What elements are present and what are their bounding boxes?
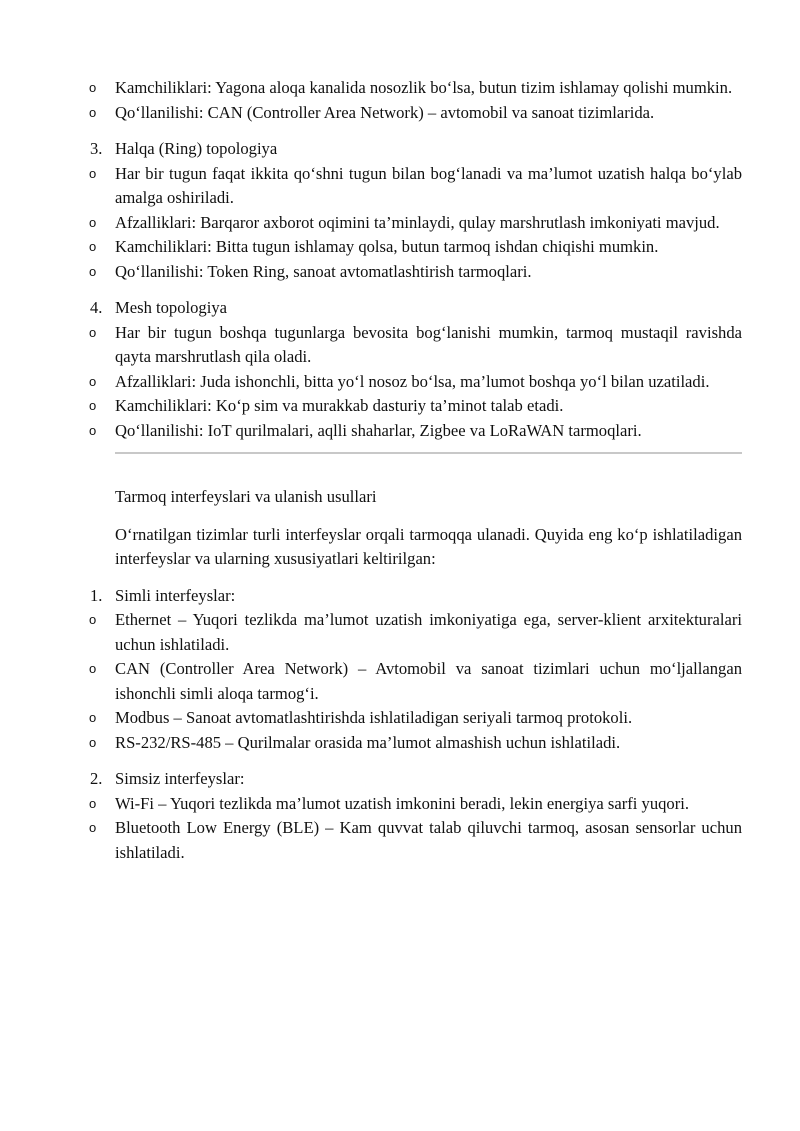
list-item: o Wi-Fi – Yuqori tezlikda ma’lumot uzatish imkonini beradi, lekin energiya sarfi yuqori. — [115, 792, 742, 817]
bus-topology-list — [115, 76, 742, 125]
interfaces-heading: Tarmoq interfeyslari va ulanish usullari — [115, 487, 377, 506]
list-item: o Kamchiliklari: Ko‘p sim va murakkab dasturiy ta’minot talab etadi. — [115, 394, 742, 419]
list-item: o Kamchiliklari: Yagona aloqa kanalida nosozlik bo‘lsa, butun tizim ishlamay qolishi mumkin. — [115, 76, 742, 101]
wireless-interfaces-heading — [90, 767, 742, 792]
section-title: Halqa (Ring) topologiya — [115, 139, 278, 158]
list-item: o Modbus – Sanoat avtomatlashtirishda ishlatiladigan seriyali tarmoq protokoli. — [115, 706, 742, 731]
list-item: o Qo‘llanilishi: IoT qurilmalari, aqlli shaharlar, Zigbee va LoRaWAN tarmoqlari. — [115, 419, 742, 444]
list-item: o Har bir tugun boshqa tugunlarga bevosita bog‘lanishi mumkin, tarmoq mustaqil ravishda qayta marshrutlash qila oladi. — [115, 321, 742, 370]
list-number: 2. — [90, 769, 103, 788]
list-item: o Qo‘llanilishi: Token Ring, sanoat avtomatlashtirish tarmoqlari. — [115, 260, 742, 285]
list-item: o CAN (Controller Area Network) – Avtomobil va sanoat tizimlari uchun mo‘ljallangan ishonchli simli aloqa tarmog‘i. — [115, 657, 742, 706]
list-item: o Bluetooth Low Energy (BLE) – Kam quvvat talab qiluvchi tarmoq, asosan sensorlar uchun ishlatiladi. — [115, 816, 742, 865]
section-title: Mesh topologiya — [115, 298, 227, 317]
interfaces-intro: O‘rnatilgan tizimlar turli interfeyslar orqali tarmoqqa ulanadi. Quyida eng ko‘p ishlatiladigan interfeyslar va ularning xususiyatlari keltirilgan: — [115, 524, 742, 568]
wired-interfaces-list — [115, 608, 742, 755]
list-item: o Qo‘llanilishi: CAN (Controller Area Network) – avtomobil va sanoat tizimlarida. — [115, 101, 742, 126]
list-item: o Ethernet – Yuqori tezlikda ma’lumot uzatish imkoniyatiga ega, server-klient arxitekturalari uchun ishlatiladi. — [115, 608, 742, 657]
ring-topology-heading — [90, 137, 742, 162]
list-item: o Kamchiliklari: Bitta tugun ishlamay qolsa, butun tarmoq ishdan chiqishi mumkin. — [115, 235, 742, 260]
mesh-topology-list — [115, 321, 742, 444]
list-item: o RS-232/RS-485 – Qurilmalar orasida ma’lumot almashish uchun ishlatiladi. — [115, 731, 742, 756]
list-number: 3. — [90, 139, 103, 158]
list-item: o Afzalliklari: Juda ishonchli, bitta yo‘l nosoz bo‘lsa, ma’lumot boshqa yo‘l bilan uzatiladi. — [115, 370, 742, 395]
horizontal-divider — [115, 452, 742, 454]
list-number: 4. — [90, 298, 103, 317]
ring-topology-list — [115, 162, 742, 285]
wired-interfaces-heading — [90, 584, 742, 609]
list-item: o Har bir tugun faqat ikkita qo‘shni tugun bilan bog‘lanadi va ma’lumot uzatish halqa bo‘ylab amalga oshiriladi. — [115, 162, 742, 211]
list-number: 1. — [90, 585, 103, 605]
section-title: Simsiz interfeyslar: — [115, 769, 245, 788]
list-item: o Afzalliklari: Barqaror axborot oqimini ta’minlaydi, qulay marshrutlash imkoniyati mavjud. — [115, 211, 742, 236]
mesh-topology-heading — [90, 296, 742, 321]
section-title: Simli interfeyslar: — [115, 585, 236, 605]
page-content — [90, 76, 742, 865]
wireless-interfaces-list — [115, 792, 742, 866]
